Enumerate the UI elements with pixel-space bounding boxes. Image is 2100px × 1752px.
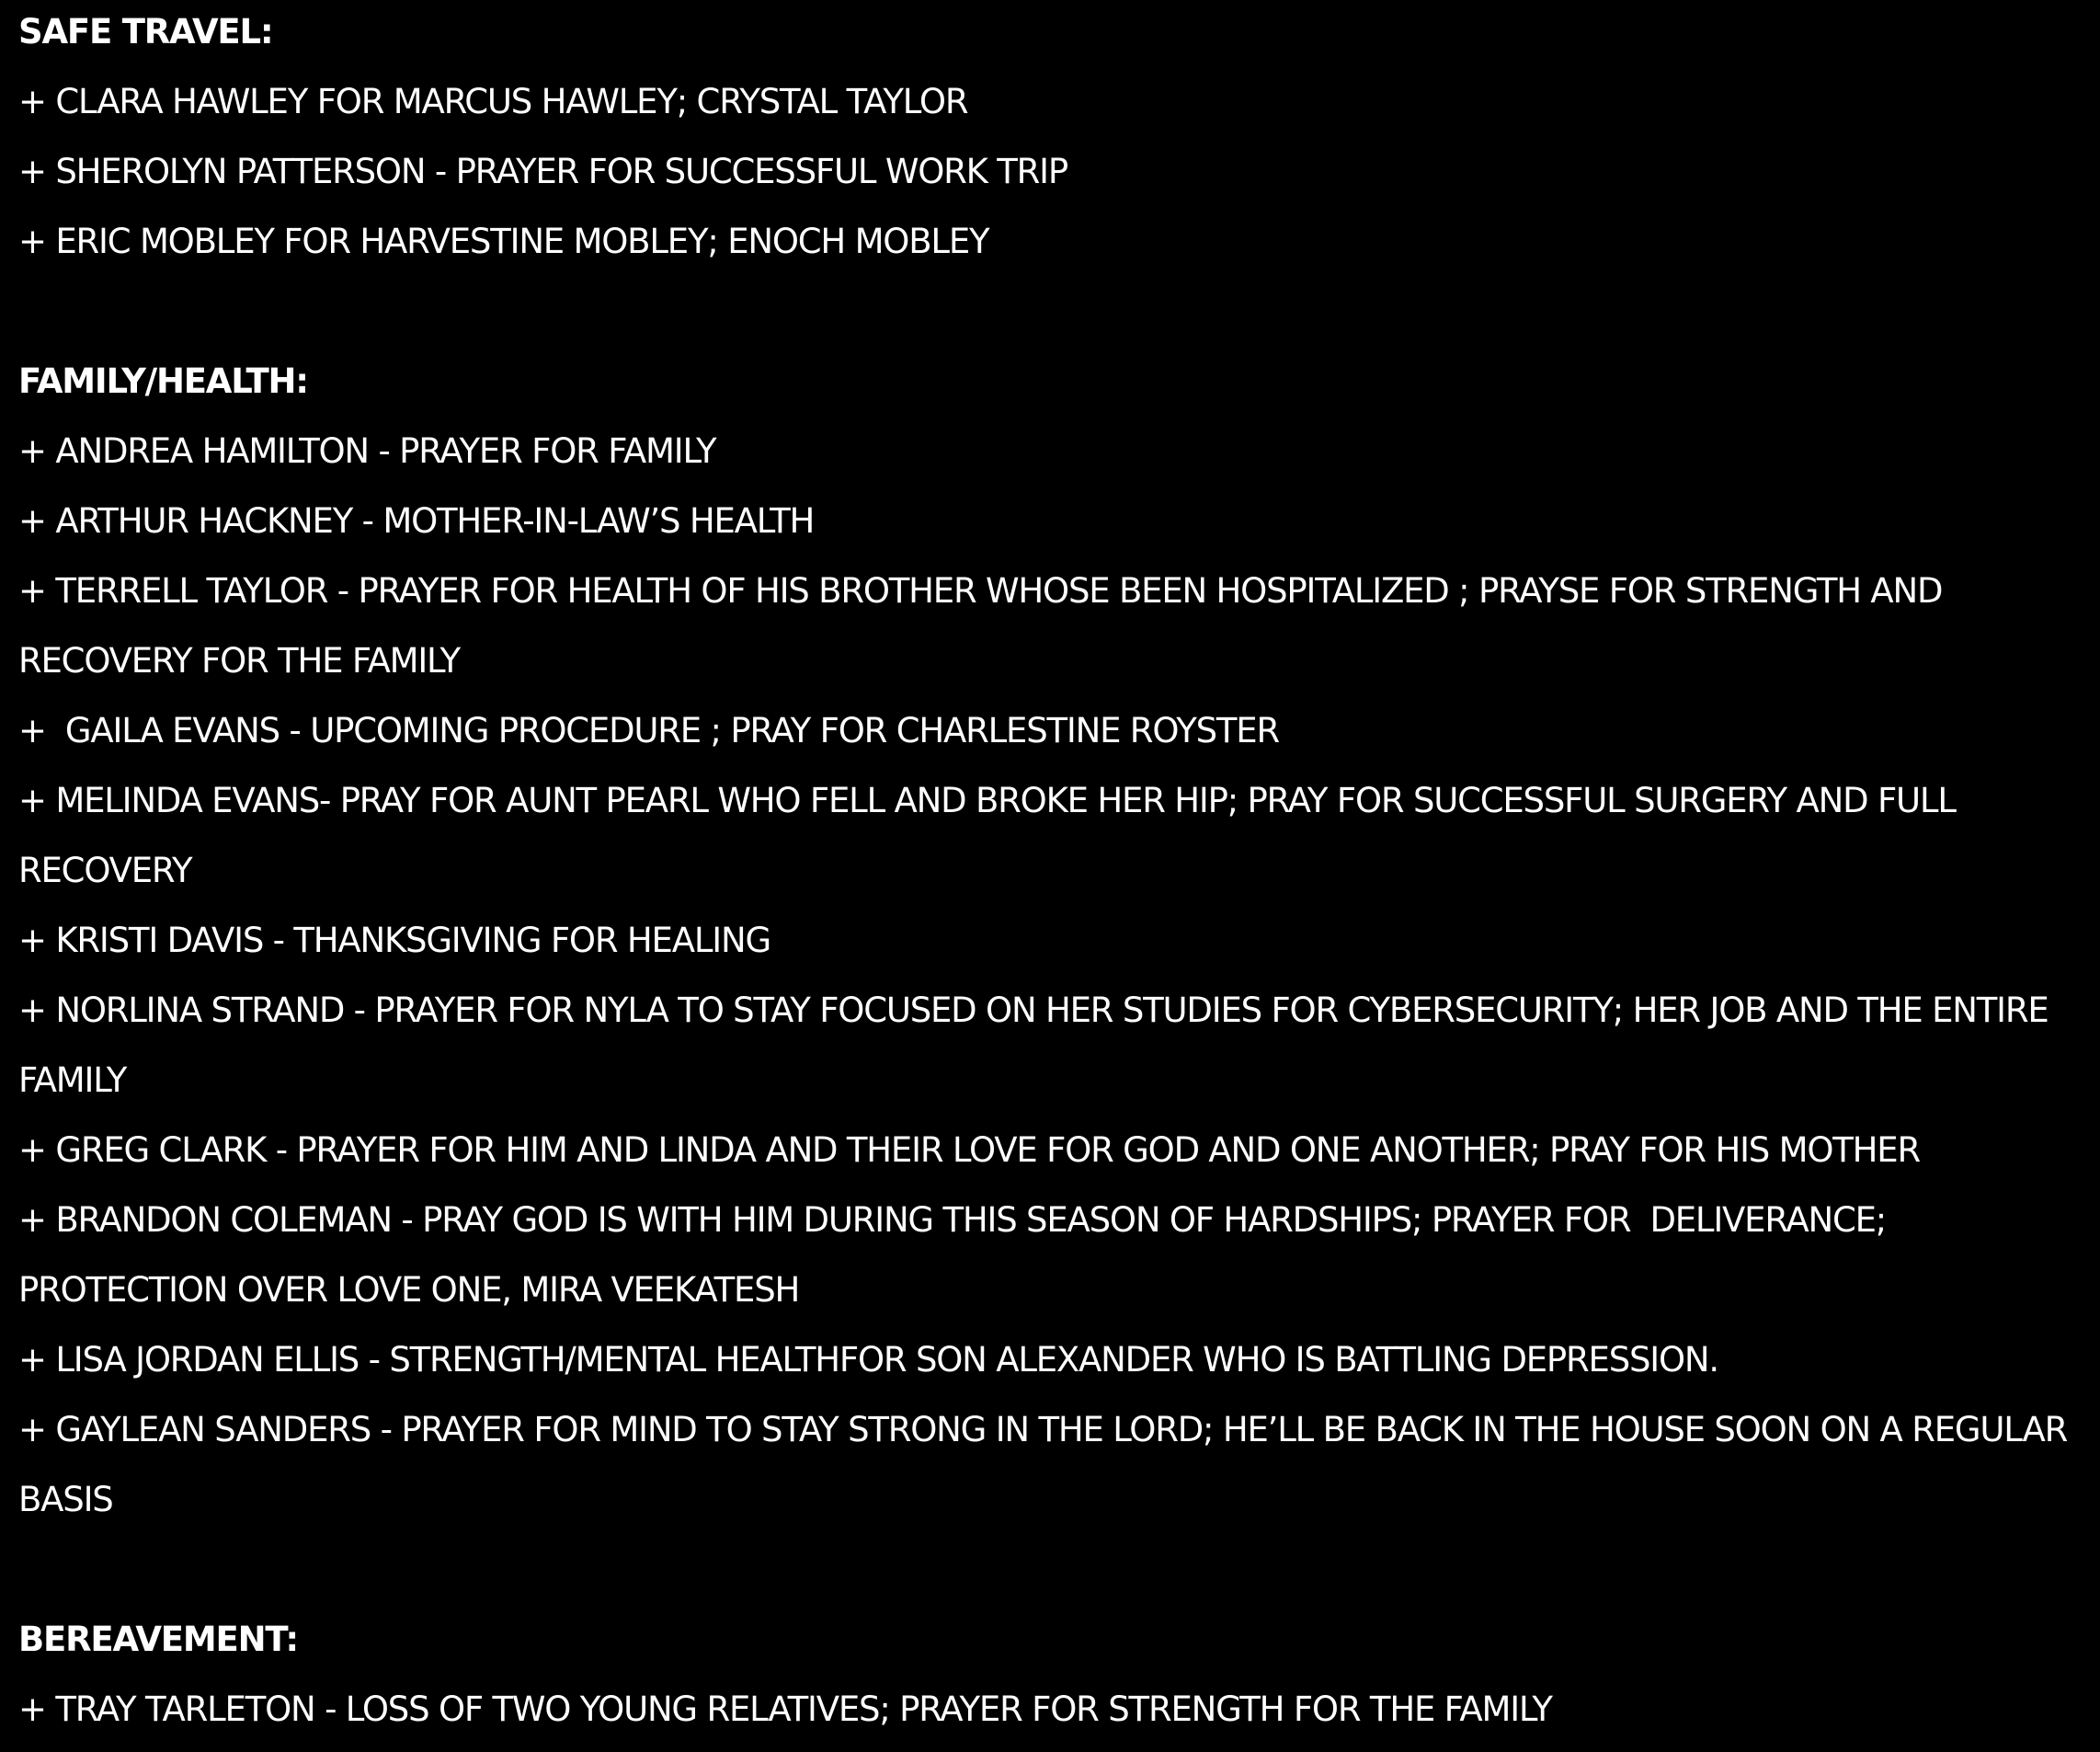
prayer-request-list (18, 67, 2082, 277)
section-bereavement (18, 1605, 2082, 1745)
list-item: + TRAY TARLETON - LOSS OF TWO YOUNG RELATIVES; PRAYER FOR STRENGTH FOR THE FAMILY (18, 1689, 1552, 1729)
list-item: + GAILA EVANS - UPCOMING PROCEDURE ; PRAY FOR CHARLESTINE ROYSTER (18, 711, 1279, 750)
section-safe-travel (18, 0, 2082, 277)
list-item: + LISA JORDAN ELLIS - STRENGTH/MENTAL HEALTHFOR SON ALEXANDER WHO IS BATTLING DEPRESSION. (18, 1340, 1718, 1380)
list-item: + NORLINA STRAND - PRAYER FOR NYLA TO STAY FOCUSED ON HER STUDIES FOR CYBERSECURITY; HER JOB AND THE ENTIRE FAMILY (18, 991, 2059, 1100)
section-heading: FAMILY/HEALTH: (18, 361, 308, 401)
prayer-request-list (18, 417, 2082, 1535)
section-heading: SAFE TRAVEL: (18, 12, 273, 52)
list-item: + MELINDA EVANS- PRAY FOR AUNT PEARL WHO FELL AND BROKE HER HIP; PRAY FOR SUCCESSFUL SURGERY AND FULL RECOVERY (18, 781, 1966, 890)
list-item: + ANDREA HAMILTON - PRAYER FOR FAMILY (18, 431, 716, 471)
list-item: + SHEROLYN PATTERSON - PRAYER FOR SUCCESSFUL WORK TRIP (18, 152, 1067, 191)
list-item: + KRISTI DAVIS - THANKSGIVING FOR HEALING (18, 921, 770, 960)
list-item: + CLARA HAWLEY FOR MARCUS HAWLEY; CRYSTAL TAYLOR (18, 82, 968, 121)
section-family-health (18, 347, 2082, 1535)
section-heading: BEREAVEMENT: (18, 1620, 298, 1659)
list-item: + TERRELL TAYLOR - PRAYER FOR HEALTH OF HIS BROTHER WHOSE BEEN HOSPITALIZED ; PRAYSE FOR STRENGTH AND RECOVERY FOR THE FAMILY (18, 571, 1952, 681)
list-item: + BRANDON COLEMAN - PRAY GOD IS WITH HIM DURING THIS SEASON OF HARDSHIPS; PRAYER FOR DELIVERANCE; PROTECTION OVER LOVE ONE, MIRA VEEKATESH (18, 1200, 1896, 1310)
list-item: + GAYLEAN SANDERS - PRAYER FOR MIND TO STAY STRONG IN THE LORD; HE’LL BE BACK IN THE HOUSE SOON ON A REGULAR BASIS (18, 1410, 2077, 1519)
list-item: + GREG CLARK - PRAYER FOR HIM AND LINDA AND THEIR LOVE FOR GOD AND ONE ANOTHER; PRAY FOR HIS MOTHER (18, 1130, 1920, 1170)
list-item: + ARTHUR HACKNEY - MOTHER-IN-LAW’S HEALTH (18, 501, 815, 541)
prayer-request-list (18, 1675, 2082, 1745)
list-item: + ERIC MOBLEY FOR HARVESTINE MOBLEY; ENOCH MOBLEY (18, 222, 989, 261)
